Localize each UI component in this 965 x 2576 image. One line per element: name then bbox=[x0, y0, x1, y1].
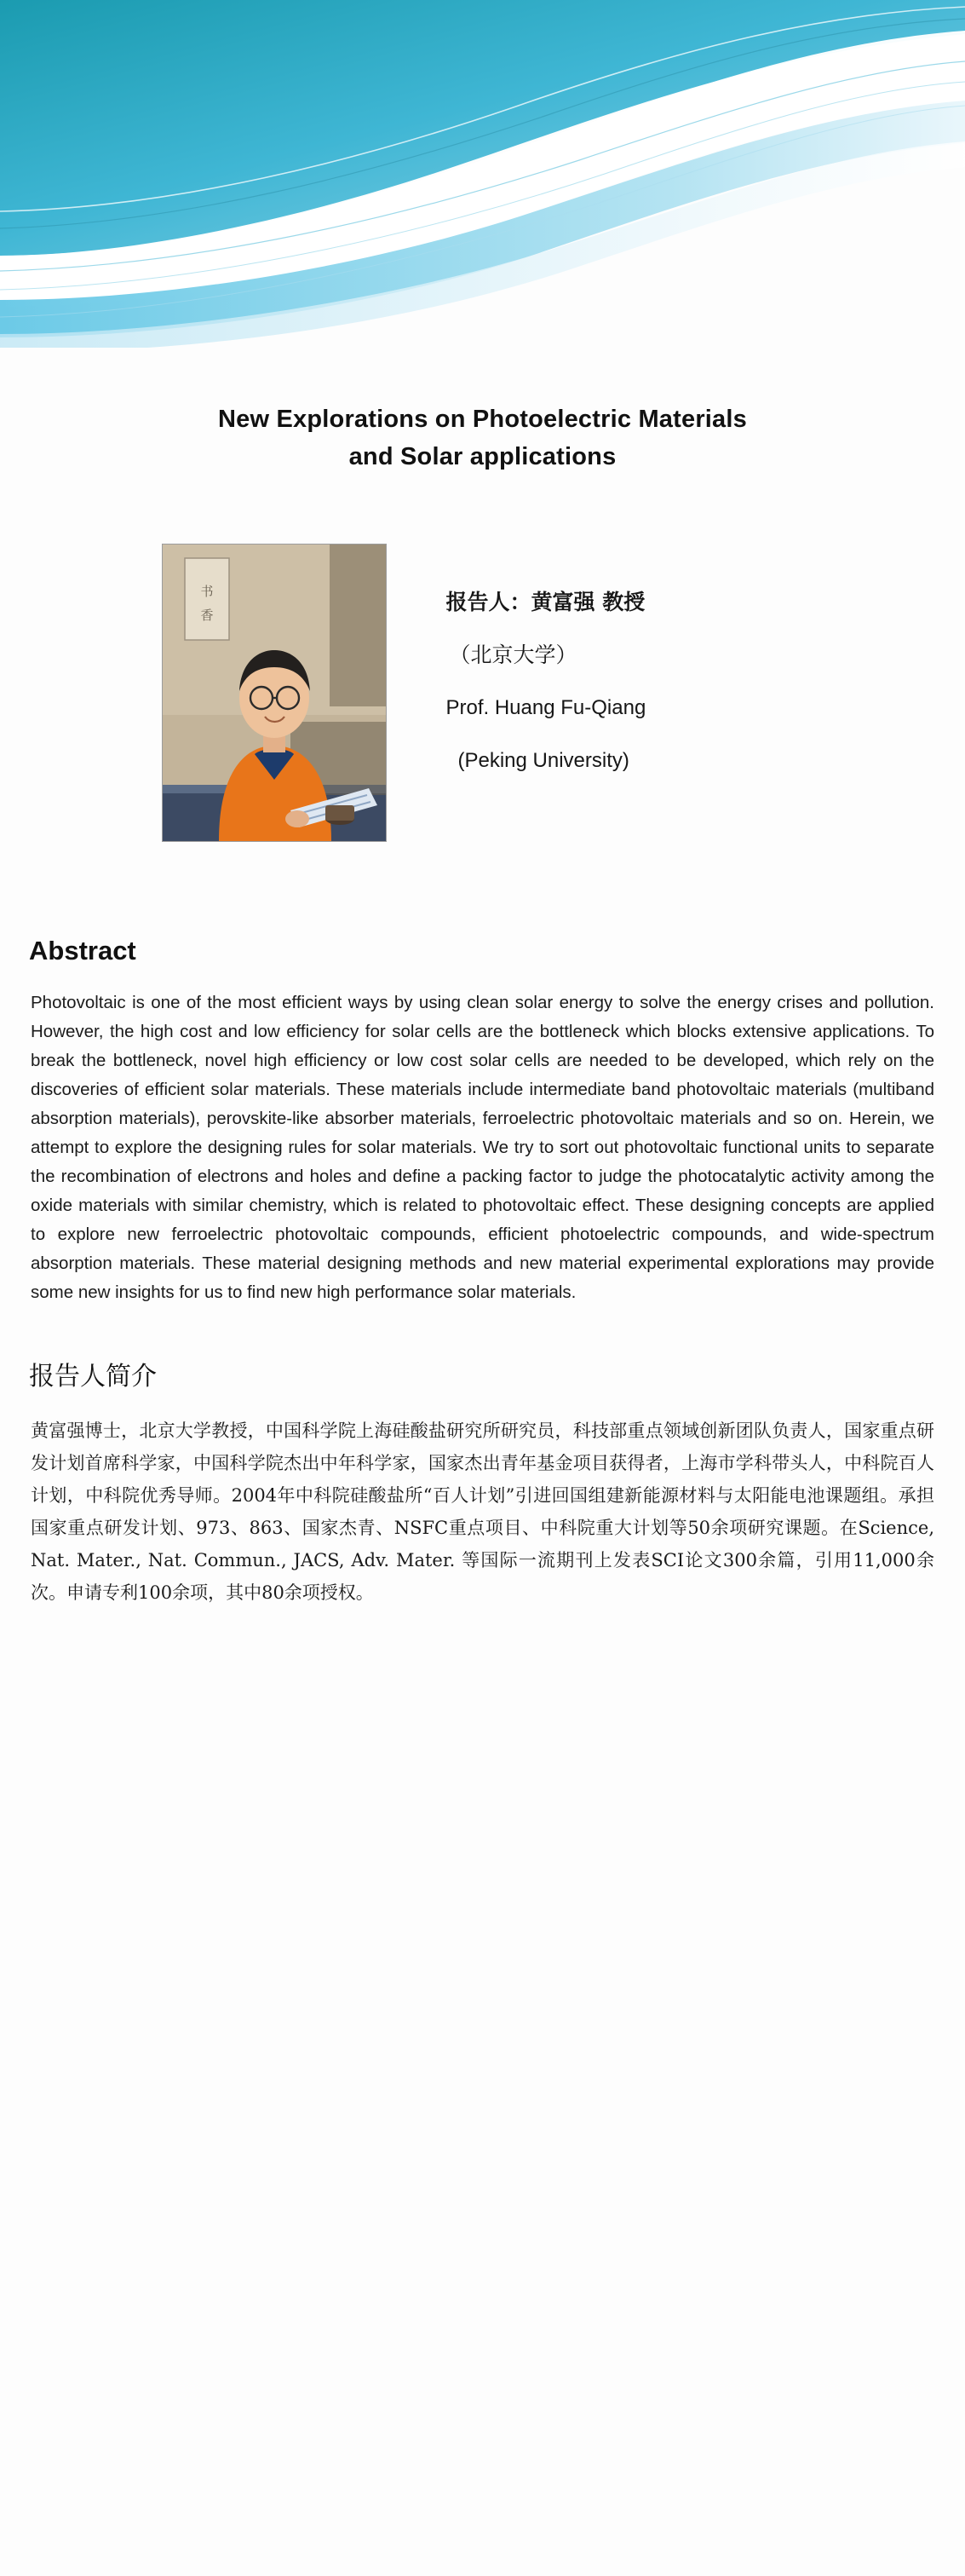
abstract-heading: Abstract bbox=[29, 936, 136, 965]
speaker-photo-graphic bbox=[163, 545, 386, 841]
abstract-body: Photovoltaic is one of the most efficient ways by using clean solar energy to solve the energy crises and pollution. However, the high cost and low efficiency for solar cells are the bottleneck which blocks extensive applications. To break the bottleneck, novel high efficiency or low cost solar cells are needed to be developed, which rely on the discoveries of efficient solar materials. These materials include intermediate band photovoltaic materials (multiband absorption materials), perovskite-like absorber materials, ferroelectric photovoltaic materials and so on. Herein, we attempt to explore the designing rules for solar materials. We try to sort out photovoltaic functional units to separate the recombination of electrons and holes and define a packing factor to judge the photocatalytic activity among the oxide materials with similar chemistry, which is related to photovoltaic effect. These designing concepts are applied to explore new ferroelectric photovoltaic compounds, efficient photoelectric compounds, and wide-spectrum absorption materials. These material designing methods and new material experimental explorations may provide some new insights for us to find new high performance solar materials. bbox=[31, 993, 934, 1302]
speaker-name-cn: 报告人：黄富强 教授 bbox=[445, 590, 646, 614]
speaker-block bbox=[0, 544, 965, 842]
poster-content bbox=[0, 366, 965, 1609]
svg-text:书: 书 bbox=[199, 584, 214, 599]
speaker-photo bbox=[162, 544, 387, 842]
decorative-banner bbox=[0, 0, 965, 358]
speaker-affiliation-en: (Peking University) bbox=[457, 749, 629, 772]
speaker-affiliation-cn: （北京大学） bbox=[449, 643, 577, 667]
poster-title bbox=[0, 366, 965, 475]
speaker-name-en: Prof. Huang Fu-Qiang bbox=[445, 696, 646, 719]
bio-body: 黄富强博士，北京大学教授，中国科学院上海硅酸盐研究所研究员，科技部重点领域创新团队负责人，国家重点研发计划首席科学家，中国科学院杰出中年科学家，国家杰出青年基金项目获得者，上海市学科带头人，中科院百人计划，中科院优秀导师。2004年中科院硅酸盐所“百人计划”引进回国组建新能源材料与太阳能电池课题组。承担国家重点研发计划、973、863、国家杰青、NSFC重点项目、中科院重大计划等50余项研究课题。在Science, Nat. Mater., Nat. Commun., JACS, Adv. Mater. 等国际一流期刊上发表SCI论文300余篇，引用11,000余次。申请专利100余项，其中80余项授权。 bbox=[31, 1421, 934, 1603]
title-line-1: New Explorations on Photoelectric Materials bbox=[218, 406, 747, 433]
bio-heading: 报告人简介 bbox=[29, 1362, 157, 1392]
title-line-2: and Solar applications bbox=[348, 443, 617, 470]
speaker-info bbox=[446, 544, 804, 787]
banner-graphic bbox=[0, 0, 965, 358]
svg-text:香: 香 bbox=[199, 608, 214, 623]
